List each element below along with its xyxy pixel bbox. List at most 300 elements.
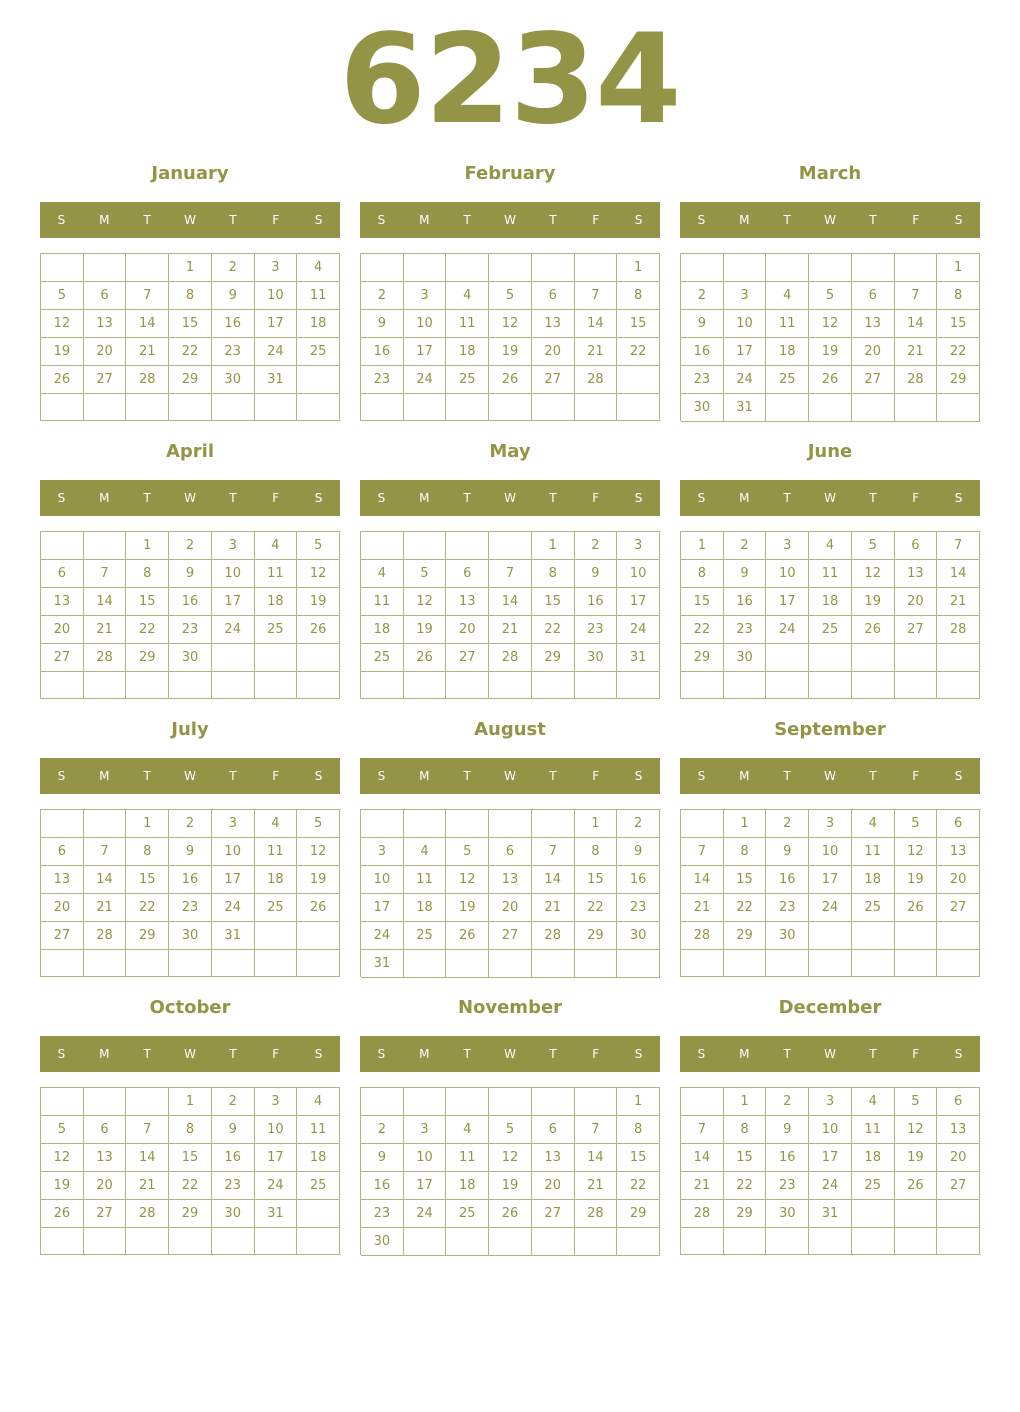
day-cell: 14 [84, 866, 127, 894]
day-cell: 8 [681, 560, 724, 588]
day-cell: 7 [575, 1116, 618, 1144]
empty-cell [766, 644, 809, 672]
day-cell: 28 [126, 1200, 169, 1228]
weekday-label: T [229, 769, 237, 783]
day-cell: 21 [126, 338, 169, 366]
weekday-label: S [377, 213, 386, 227]
day-cell: 21 [84, 616, 127, 644]
weekday-label: T [549, 491, 557, 505]
weekday-label: S [954, 1047, 963, 1061]
day-cell: 30 [681, 394, 724, 422]
day-cell: 15 [126, 588, 169, 616]
day-cell: 13 [532, 1144, 575, 1172]
empty-cell [489, 532, 532, 560]
weekday-label: S [634, 1047, 643, 1061]
day-cell: 12 [852, 560, 895, 588]
day-cell: 27 [446, 644, 489, 672]
day-cell: 7 [681, 838, 724, 866]
day-cell: 9 [724, 560, 767, 588]
day-cell: 23 [681, 366, 724, 394]
weekday-header [680, 758, 980, 794]
day-cell: 7 [681, 1116, 724, 1144]
day-cell: 21 [681, 894, 724, 922]
day-cell: 6 [41, 838, 84, 866]
day-cell: 10 [255, 1116, 298, 1144]
weekday-label: W [824, 491, 836, 505]
day-cell: 24 [404, 366, 447, 394]
day-cell: 3 [255, 254, 298, 282]
day-cell: 28 [84, 922, 127, 950]
day-cell: 16 [617, 866, 660, 894]
day-cell: 23 [361, 1200, 404, 1228]
empty-cell [809, 644, 852, 672]
weekday-label: M [739, 491, 750, 505]
day-cell: 25 [255, 616, 298, 644]
day-cell: 16 [575, 588, 618, 616]
day-cell: 12 [489, 310, 532, 338]
empty-cell [532, 1228, 575, 1256]
day-cell: 30 [169, 644, 212, 672]
day-cell: 21 [575, 1172, 618, 1200]
empty-cell [852, 254, 895, 282]
day-cell: 10 [724, 310, 767, 338]
empty-cell [297, 366, 340, 394]
day-cell: 24 [255, 1172, 298, 1200]
day-cell: 18 [297, 1144, 340, 1172]
empty-cell [766, 672, 809, 699]
weekday-label: M [739, 1047, 750, 1061]
month-title: July [171, 719, 209, 740]
weekday-label: S [314, 769, 323, 783]
empty-cell [404, 394, 447, 421]
weekday-label: F [272, 213, 280, 227]
weekday-label: S [697, 769, 706, 783]
day-cell: 15 [681, 588, 724, 616]
day-grid [40, 531, 340, 699]
day-cell: 3 [404, 282, 447, 310]
day-cell: 8 [724, 1116, 767, 1144]
day-cell: 11 [852, 1116, 895, 1144]
day-cell: 9 [617, 838, 660, 866]
day-cell: 22 [617, 338, 660, 366]
weekday-label: F [912, 213, 920, 227]
empty-cell [126, 950, 169, 977]
day-cell: 7 [84, 560, 127, 588]
day-cell: 25 [766, 366, 809, 394]
day-cell: 11 [809, 560, 852, 588]
day-cell: 19 [489, 1172, 532, 1200]
day-cell: 17 [255, 310, 298, 338]
month-title: April [165, 441, 215, 462]
day-cell: 24 [361, 922, 404, 950]
empty-cell [724, 672, 767, 699]
day-cell: 5 [404, 560, 447, 588]
day-cell: 9 [169, 838, 212, 866]
empty-cell [852, 644, 895, 672]
day-cell: 1 [724, 810, 767, 838]
day-cell: 20 [532, 1172, 575, 1200]
day-cell: 24 [724, 366, 767, 394]
month-title: August [474, 719, 546, 740]
day-cell: 6 [84, 282, 127, 310]
day-grid [680, 1087, 980, 1255]
day-cell: 19 [41, 1172, 84, 1200]
weekday-label: S [314, 213, 323, 227]
empty-cell [724, 254, 767, 282]
empty-cell [84, 394, 127, 421]
day-cell: 6 [532, 1116, 575, 1144]
day-cell: 3 [361, 838, 404, 866]
day-cell: 10 [617, 560, 660, 588]
day-cell: 7 [126, 1116, 169, 1144]
day-cell: 27 [895, 616, 938, 644]
day-cell: 28 [681, 1200, 724, 1228]
day-cell: 14 [575, 1144, 618, 1172]
day-cell: 12 [489, 1144, 532, 1172]
weekday-label: W [184, 769, 196, 783]
empty-cell [41, 394, 84, 421]
day-cell: 19 [489, 338, 532, 366]
day-cell: 19 [297, 588, 340, 616]
day-cell: 14 [489, 588, 532, 616]
day-cell: 22 [575, 894, 618, 922]
empty-cell [681, 254, 724, 282]
empty-cell [575, 1228, 618, 1256]
weekday-label: T [143, 769, 151, 783]
year-title: 6234 [339, 8, 681, 152]
empty-cell [297, 1228, 340, 1255]
day-cell: 13 [852, 310, 895, 338]
day-cell: 24 [617, 616, 660, 644]
day-cell: 9 [681, 310, 724, 338]
empty-cell [297, 1200, 340, 1228]
day-cell: 14 [937, 560, 980, 588]
empty-cell [169, 1228, 212, 1255]
day-grid [40, 809, 340, 977]
day-cell: 5 [297, 532, 340, 560]
weekday-label: S [377, 769, 386, 783]
empty-cell [532, 672, 575, 699]
day-cell: 14 [895, 310, 938, 338]
day-cell: 14 [575, 310, 618, 338]
weekday-label: T [869, 213, 877, 227]
empty-cell [446, 1088, 489, 1116]
day-cell: 21 [489, 616, 532, 644]
day-grid [360, 809, 660, 977]
day-cell: 27 [532, 1200, 575, 1228]
day-grid [40, 1087, 340, 1255]
weekday-label: S [697, 213, 706, 227]
weekday-header [360, 758, 660, 794]
day-cell: 12 [297, 838, 340, 866]
empty-cell [212, 1228, 255, 1255]
empty-cell [895, 644, 938, 672]
empty-cell [617, 672, 660, 699]
empty-cell [937, 922, 980, 950]
day-cell: 26 [41, 1200, 84, 1228]
weekday-label: T [463, 769, 471, 783]
empty-cell [255, 672, 298, 699]
empty-cell [895, 394, 938, 422]
day-cell: 24 [255, 338, 298, 366]
empty-cell [937, 672, 980, 699]
day-cell: 13 [937, 838, 980, 866]
empty-cell [404, 1228, 447, 1256]
empty-cell [446, 394, 489, 421]
empty-cell [84, 254, 127, 282]
day-cell: 6 [937, 810, 980, 838]
empty-cell [404, 254, 447, 282]
empty-cell [809, 1228, 852, 1255]
day-cell: 11 [852, 838, 895, 866]
empty-cell [489, 950, 532, 978]
day-cell: 20 [489, 894, 532, 922]
empty-cell [895, 254, 938, 282]
day-cell: 28 [895, 366, 938, 394]
empty-cell [84, 1228, 127, 1255]
day-cell: 1 [575, 810, 618, 838]
day-cell: 19 [895, 866, 938, 894]
weekday-label: F [272, 1047, 280, 1061]
day-cell: 19 [446, 894, 489, 922]
day-cell: 29 [681, 644, 724, 672]
empty-cell [297, 922, 340, 950]
month-january [40, 165, 340, 427]
day-cell: 25 [446, 1200, 489, 1228]
day-cell: 1 [169, 1088, 212, 1116]
day-cell: 16 [766, 1144, 809, 1172]
weekday-label: M [99, 213, 110, 227]
day-cell: 10 [809, 838, 852, 866]
empty-cell [404, 1088, 447, 1116]
weekday-label: T [783, 769, 791, 783]
day-cell: 25 [404, 922, 447, 950]
day-cell: 21 [895, 338, 938, 366]
day-cell: 1 [126, 810, 169, 838]
day-cell: 23 [724, 616, 767, 644]
day-cell: 7 [895, 282, 938, 310]
day-cell: 20 [84, 1172, 127, 1200]
day-cell: 29 [575, 922, 618, 950]
empty-cell [852, 672, 895, 699]
day-cell: 22 [532, 616, 575, 644]
day-cell: 26 [852, 616, 895, 644]
day-cell: 12 [404, 588, 447, 616]
day-cell: 17 [361, 894, 404, 922]
day-cell: 13 [41, 866, 84, 894]
day-cell: 22 [724, 1172, 767, 1200]
day-cell: 2 [617, 810, 660, 838]
empty-cell [126, 1088, 169, 1116]
empty-cell [575, 672, 618, 699]
weekday-label: M [419, 769, 430, 783]
day-cell: 3 [212, 532, 255, 560]
weekday-label: M [99, 769, 110, 783]
day-cell: 8 [937, 282, 980, 310]
day-cell: 15 [724, 866, 767, 894]
day-cell: 19 [852, 588, 895, 616]
day-cell: 6 [532, 282, 575, 310]
month-title: November [457, 997, 563, 1018]
month-april [40, 443, 340, 705]
weekday-label: S [314, 1047, 323, 1061]
day-cell: 31 [617, 644, 660, 672]
day-cell: 14 [681, 1144, 724, 1172]
empty-cell [766, 1228, 809, 1255]
day-cell: 11 [361, 588, 404, 616]
day-cell: 17 [255, 1144, 298, 1172]
day-cell: 25 [852, 1172, 895, 1200]
day-cell: 24 [809, 894, 852, 922]
day-cell: 9 [212, 282, 255, 310]
day-cell: 10 [212, 560, 255, 588]
day-cell: 17 [766, 588, 809, 616]
empty-cell [895, 672, 938, 699]
day-cell: 22 [169, 1172, 212, 1200]
day-cell: 23 [169, 894, 212, 922]
empty-cell [809, 254, 852, 282]
day-cell: 10 [255, 282, 298, 310]
month-august [360, 721, 660, 983]
day-cell: 30 [169, 922, 212, 950]
month-title: May [489, 441, 531, 462]
day-cell: 19 [297, 866, 340, 894]
month-title: December [778, 997, 882, 1018]
weekday-label: T [229, 1047, 237, 1061]
day-cell: 16 [212, 1144, 255, 1172]
day-cell: 26 [404, 644, 447, 672]
weekday-header [40, 202, 340, 238]
day-cell: 22 [724, 894, 767, 922]
day-cell: 25 [809, 616, 852, 644]
day-cell: 18 [852, 866, 895, 894]
empty-cell [41, 950, 84, 977]
day-cell: 27 [852, 366, 895, 394]
day-grid [360, 531, 660, 699]
empty-cell [895, 950, 938, 977]
empty-cell [532, 254, 575, 282]
day-cell: 9 [169, 560, 212, 588]
day-cell: 27 [489, 922, 532, 950]
empty-cell [446, 1228, 489, 1256]
day-cell: 27 [84, 1200, 127, 1228]
empty-cell [937, 1200, 980, 1228]
day-cell: 5 [895, 1088, 938, 1116]
day-cell: 18 [361, 616, 404, 644]
day-cell: 29 [126, 922, 169, 950]
day-cell: 29 [937, 366, 980, 394]
day-cell: 25 [297, 338, 340, 366]
empty-cell [937, 950, 980, 977]
empty-cell [489, 672, 532, 699]
day-cell: 26 [446, 922, 489, 950]
day-cell: 23 [617, 894, 660, 922]
day-cell: 13 [84, 1144, 127, 1172]
weekday-label: T [229, 213, 237, 227]
weekday-label: F [912, 1047, 920, 1061]
empty-cell [681, 1228, 724, 1255]
day-cell: 16 [681, 338, 724, 366]
empty-cell [361, 810, 404, 838]
weekday-label: F [912, 769, 920, 783]
day-cell: 5 [41, 282, 84, 310]
empty-cell [126, 254, 169, 282]
day-cell: 23 [212, 1172, 255, 1200]
empty-cell [41, 1228, 84, 1255]
day-cell: 15 [126, 866, 169, 894]
empty-cell [895, 922, 938, 950]
empty-cell [169, 394, 212, 421]
weekday-label: T [869, 769, 877, 783]
day-cell: 17 [724, 338, 767, 366]
day-cell: 21 [532, 894, 575, 922]
empty-cell [84, 810, 127, 838]
day-cell: 24 [809, 1172, 852, 1200]
day-cell: 9 [766, 838, 809, 866]
day-cell: 23 [361, 366, 404, 394]
day-cell: 13 [489, 866, 532, 894]
weekday-label: M [99, 491, 110, 505]
day-cell: 27 [41, 644, 84, 672]
day-cell: 15 [575, 866, 618, 894]
weekday-label: S [57, 491, 66, 505]
day-cell: 9 [212, 1116, 255, 1144]
empty-cell [724, 950, 767, 977]
empty-cell [575, 254, 618, 282]
empty-cell [809, 394, 852, 422]
day-cell: 13 [84, 310, 127, 338]
day-cell: 12 [895, 838, 938, 866]
day-cell: 5 [41, 1116, 84, 1144]
day-cell: 20 [895, 588, 938, 616]
day-cell: 20 [41, 616, 84, 644]
day-cell: 16 [169, 588, 212, 616]
day-cell: 28 [937, 616, 980, 644]
empty-cell [489, 254, 532, 282]
weekday-label: T [143, 491, 151, 505]
empty-cell [169, 950, 212, 977]
day-cell: 3 [724, 282, 767, 310]
weekday-label: W [504, 1047, 516, 1061]
empty-cell [297, 644, 340, 672]
weekday-header [680, 1036, 980, 1072]
day-cell: 16 [766, 866, 809, 894]
day-cell: 23 [766, 894, 809, 922]
day-cell: 1 [126, 532, 169, 560]
day-cell: 6 [489, 838, 532, 866]
empty-cell [404, 810, 447, 838]
empty-cell [212, 950, 255, 977]
empty-cell [724, 1228, 767, 1255]
day-cell: 20 [446, 616, 489, 644]
day-cell: 10 [809, 1116, 852, 1144]
empty-cell [255, 1228, 298, 1255]
weekday-label: S [57, 769, 66, 783]
empty-cell [255, 922, 298, 950]
day-cell: 5 [489, 282, 532, 310]
weekday-header [360, 202, 660, 238]
weekday-label: S [697, 1047, 706, 1061]
weekday-label: F [592, 213, 600, 227]
day-cell: 12 [41, 1144, 84, 1172]
day-cell: 14 [126, 1144, 169, 1172]
day-cell: 25 [852, 894, 895, 922]
empty-cell [41, 1088, 84, 1116]
day-cell: 25 [446, 366, 489, 394]
day-cell: 6 [446, 560, 489, 588]
weekday-label: M [419, 213, 430, 227]
day-cell: 18 [852, 1144, 895, 1172]
